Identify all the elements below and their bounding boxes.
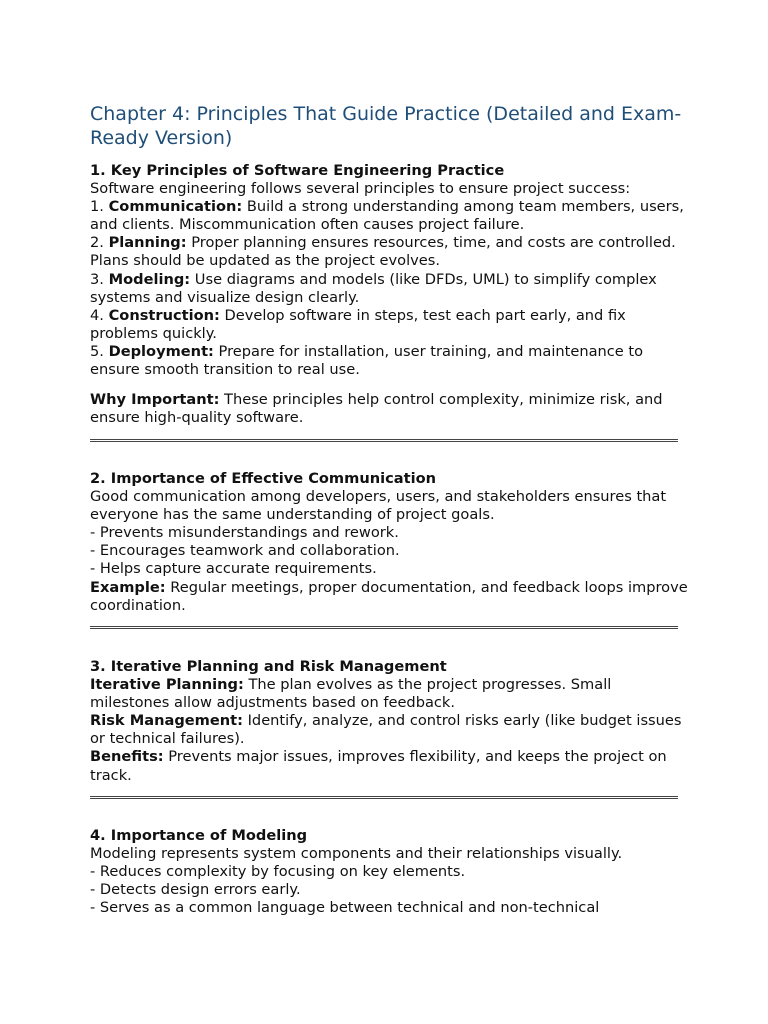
section-intro: Software engineering follows several principles to ensure project success: — [90, 180, 631, 198]
section-heading: 3. Iterative Planning and Risk Management — [90, 658, 447, 675]
why-important: Why Important: These principles help control complexity, minimize risk, and ensure high-quality software. — [90, 391, 663, 427]
section-intro: Modeling represents system components and their relationships visually. — [90, 845, 623, 863]
section-modeling — [90, 827, 690, 917]
list-item: 5. Deployment: Prepare for installation, user training, and maintenance to ensure smooth transition to real use. — [90, 342, 644, 379]
list-item: - Reduces complexity by focusing on key elements. — [90, 863, 466, 881]
list-item: 2. Planning: Proper planning ensures resources, time, and costs are controlled. Plans should be updated as the project evolves. — [90, 234, 676, 270]
list-item: 1. Communication: Build a strong understanding among team members, users, and clients. Miscommunication often causes project failure. — [90, 198, 684, 234]
section-divider — [90, 626, 678, 629]
chapter-title: Chapter 4: Principles That Guide Practice (Detailed and Exam-Ready Version) — [90, 103, 682, 149]
section-communication — [90, 470, 690, 615]
section-heading: 2. Importance of Effective Communication — [90, 470, 437, 487]
section-divider — [90, 439, 678, 442]
section-heading: 4. Importance of Modeling — [90, 827, 308, 844]
list-item: - Encourages teamwork and collaboration. — [90, 542, 400, 560]
section-key-principles — [90, 162, 690, 427]
section-heading: 1. Key Principles of Software Engineering Practice — [90, 162, 505, 179]
list-item: 3. Modeling: Use diagrams and models (like DFDs, UML) to simplify complex systems and visualize design clearly. — [90, 270, 657, 306]
list-item: - Detects design errors early. — [90, 881, 301, 899]
list-item: Iterative Planning: The plan evolves as the project progresses. Small milestones allow adjustments based on feedback. — [90, 676, 612, 712]
list-item: - Serves as a common language between technical and non-technical — [90, 899, 600, 917]
section-intro: Good communication among developers, users, and stakeholders ensures that everyone has the same understanding of project goals. — [90, 488, 667, 524]
list-item: - Helps capture accurate requirements. — [90, 560, 377, 578]
list-item: 4. Construction: Develop software in steps, test each part early, and fix problems quickly. — [90, 306, 626, 342]
list-item: Risk Management: Identify, analyze, and control risks early (like budget issues or technical failures). — [90, 712, 682, 748]
list-item: - Prevents misunderstandings and rework. — [90, 524, 399, 542]
section-divider — [90, 796, 678, 799]
example: Example: Regular meetings, proper documentation, and feedback loops improve coordination. — [90, 578, 688, 614]
section-planning-risk — [90, 658, 690, 785]
list-item: Benefits: Prevents major issues, improves flexibility, and keeps the project on track. — [90, 748, 667, 784]
